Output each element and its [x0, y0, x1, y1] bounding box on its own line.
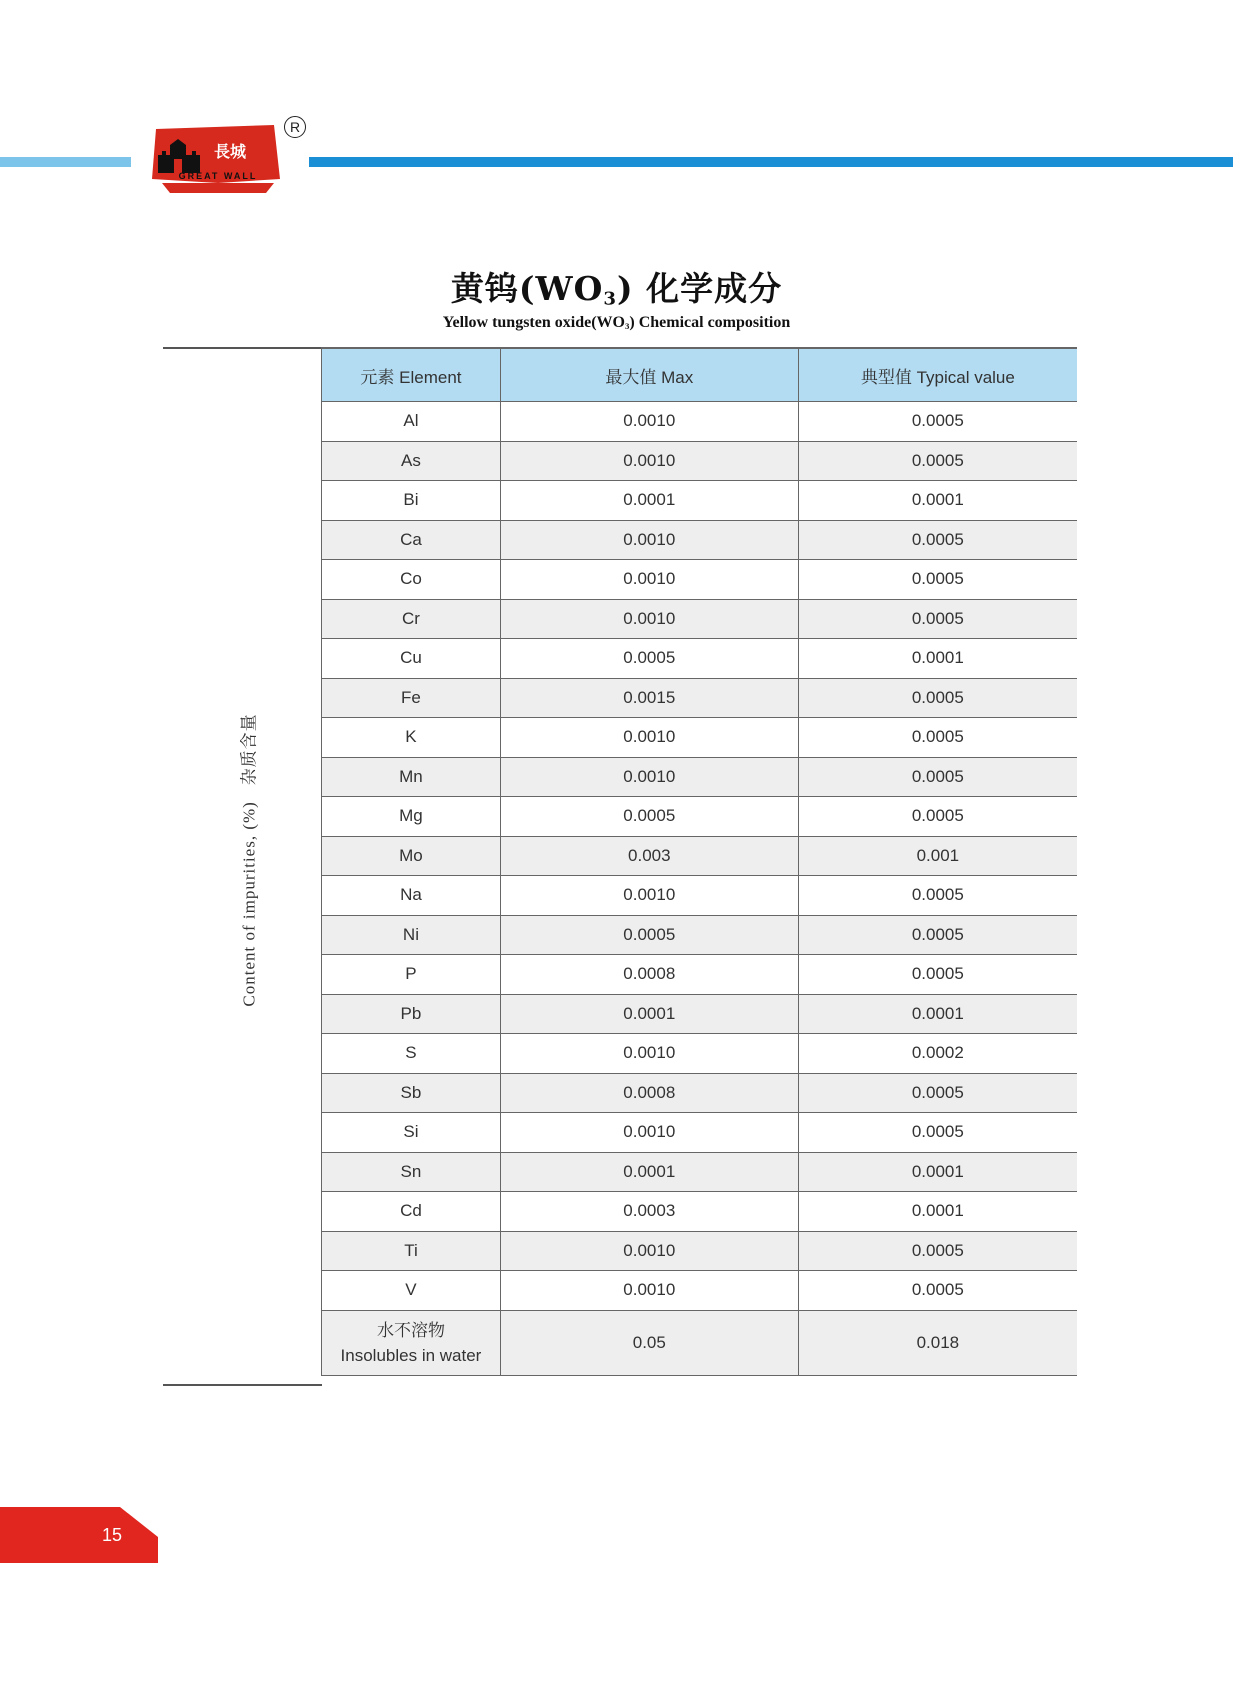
side-label-en: Content of impurities, (%)	[239, 801, 259, 1007]
cell-element-en: Insolubles in water	[340, 1345, 482, 1365]
cell-max: 0.0003	[500, 1192, 798, 1232]
table-row	[322, 994, 1078, 1034]
great-wall-logo	[148, 123, 288, 197]
page-number-text: 15	[101, 1525, 123, 1545]
title-english: Yellow tungsten $oxide(WO_3)$ Chemical composition	[442, 314, 791, 332]
header-stripe-right	[309, 157, 1233, 167]
table-row	[322, 1192, 1078, 1232]
cell-typical: 0.0001	[798, 1192, 1077, 1232]
table-row	[322, 599, 1078, 639]
cell-element: Na	[322, 876, 501, 916]
table-row	[322, 797, 1078, 837]
cell-typical: 0.0002	[798, 1034, 1077, 1074]
cell-element: Mn	[322, 757, 501, 797]
cell-max: 0.0010	[500, 1113, 798, 1153]
table-row	[322, 915, 1078, 955]
cell-element: Ti	[322, 1231, 501, 1271]
cell-typical: 0.0005	[798, 678, 1077, 718]
cell-typical: 0.0001	[798, 994, 1077, 1034]
cell-typical: 0.0005	[798, 560, 1077, 600]
cell-element: Pb	[322, 994, 501, 1034]
cell-max: 0.0010	[500, 599, 798, 639]
cell-typical: 0.0005	[798, 1073, 1077, 1113]
cell-element: Sn	[322, 1152, 501, 1192]
header-stripe-left	[0, 157, 131, 167]
table-row	[322, 481, 1078, 521]
cell-max: 0.0010	[500, 520, 798, 560]
cell-element: Sb	[322, 1073, 501, 1113]
table-row	[322, 757, 1078, 797]
cell-max: 0.0015	[500, 678, 798, 718]
table-row	[322, 1152, 1078, 1192]
table-row	[322, 718, 1078, 758]
table-row	[322, 441, 1078, 481]
cell-typical: 0.0005	[798, 955, 1077, 995]
cell-max: 0.0010	[500, 757, 798, 797]
cell-max: 0.0010	[500, 402, 798, 442]
cell-max: 0.0005	[500, 915, 798, 955]
cell-typical: 0.001	[798, 836, 1077, 876]
cell-max: 0.0005	[500, 639, 798, 679]
registered-mark: R	[284, 116, 306, 138]
cell-typical: 0.018	[798, 1310, 1077, 1375]
table-row	[322, 1073, 1078, 1113]
cell-element-cn: 水不溶物	[376, 1320, 445, 1340]
table-row	[322, 955, 1078, 995]
table-row	[322, 639, 1078, 679]
cell-max: 0.0010	[500, 1271, 798, 1311]
cell-typical: 0.0001	[798, 481, 1077, 521]
table-row	[322, 1231, 1078, 1271]
table-row	[322, 402, 1078, 442]
cell-typical: 0.0005	[798, 1113, 1077, 1153]
side-rule-bottom	[163, 1384, 322, 1386]
cell-typical: 0.0005	[798, 402, 1077, 442]
cell-typical: 0.0001	[798, 639, 1077, 679]
cell-element: Mg	[322, 797, 501, 837]
table-row	[322, 876, 1078, 916]
logo-en-text: GREAT WALL	[178, 171, 258, 181]
cell-element: Al	[322, 402, 501, 442]
cell-max: 0.0010	[500, 560, 798, 600]
cell-typical: 0.0005	[798, 441, 1077, 481]
cell-max: 0.0001	[500, 994, 798, 1034]
cell-element: Bi	[322, 481, 501, 521]
cell-typical: 0.0005	[798, 718, 1077, 758]
table-row	[322, 560, 1078, 600]
logo-cn-text: 長城	[214, 142, 247, 161]
cell-typical: 0.0005	[798, 876, 1077, 916]
table-row	[322, 1034, 1078, 1074]
cell-element: P	[322, 955, 501, 995]
composition-table	[321, 347, 1077, 1376]
cell-element: Ca	[322, 520, 501, 560]
cell-element: Mo	[322, 836, 501, 876]
cell-max: 0.0001	[500, 481, 798, 521]
cell-element: Co	[322, 560, 501, 600]
cell-max: 0.0010	[500, 1034, 798, 1074]
cell-max: 0.0010	[500, 1231, 798, 1271]
table-row	[322, 836, 1078, 876]
cell-element: Ni	[322, 915, 501, 955]
table-header-row	[322, 348, 1078, 402]
cell-element: Cd	[322, 1192, 501, 1232]
cell-element: K	[322, 718, 501, 758]
side-rule-top	[163, 347, 322, 349]
cell-max: 0.0008	[500, 955, 798, 995]
cell-max: 0.0010	[500, 441, 798, 481]
cell-typical: 0.0005	[798, 1231, 1077, 1271]
cell-max: 0.05	[500, 1310, 798, 1375]
cell-max: 0.003	[500, 836, 798, 876]
cell-typical: 0.0005	[798, 520, 1077, 560]
cell-element: Fe	[322, 678, 501, 718]
column-header-typical: 典型值 Typical value	[798, 348, 1077, 402]
cell-typical: 0.0001	[798, 1152, 1077, 1192]
cell-typical: 0.0005	[798, 599, 1077, 639]
table-row	[322, 1271, 1078, 1311]
cell-typical: 0.0005	[798, 797, 1077, 837]
table-row	[322, 678, 1078, 718]
cell-element: S	[322, 1034, 501, 1074]
column-header-element: 元素 Element	[322, 348, 501, 402]
cell-element: Si	[322, 1113, 501, 1153]
table-row	[322, 520, 1078, 560]
table-row	[322, 1310, 1078, 1375]
title-chinese: 黄钨$(WO_3)$ 化学成分	[450, 269, 783, 310]
cell-typical: 0.0005	[798, 915, 1077, 955]
cell-max: 0.0010	[500, 718, 798, 758]
cell-element: Cu	[322, 639, 501, 679]
side-label-cn: 杂质含量	[239, 713, 259, 786]
cell-typical: 0.0005	[798, 1271, 1077, 1311]
cell-max: 0.0005	[500, 797, 798, 837]
column-header-max: 最大值 Max	[500, 348, 798, 402]
cell-max: 0.0001	[500, 1152, 798, 1192]
cell-element: As	[322, 441, 501, 481]
cell-element: V	[322, 1271, 501, 1311]
cell-element	[322, 1310, 501, 1375]
cell-max: 0.0008	[500, 1073, 798, 1113]
table-row	[322, 1113, 1078, 1153]
cell-typical: 0.0005	[798, 757, 1077, 797]
cell-max: 0.0010	[500, 876, 798, 916]
cell-element: Cr	[322, 599, 501, 639]
